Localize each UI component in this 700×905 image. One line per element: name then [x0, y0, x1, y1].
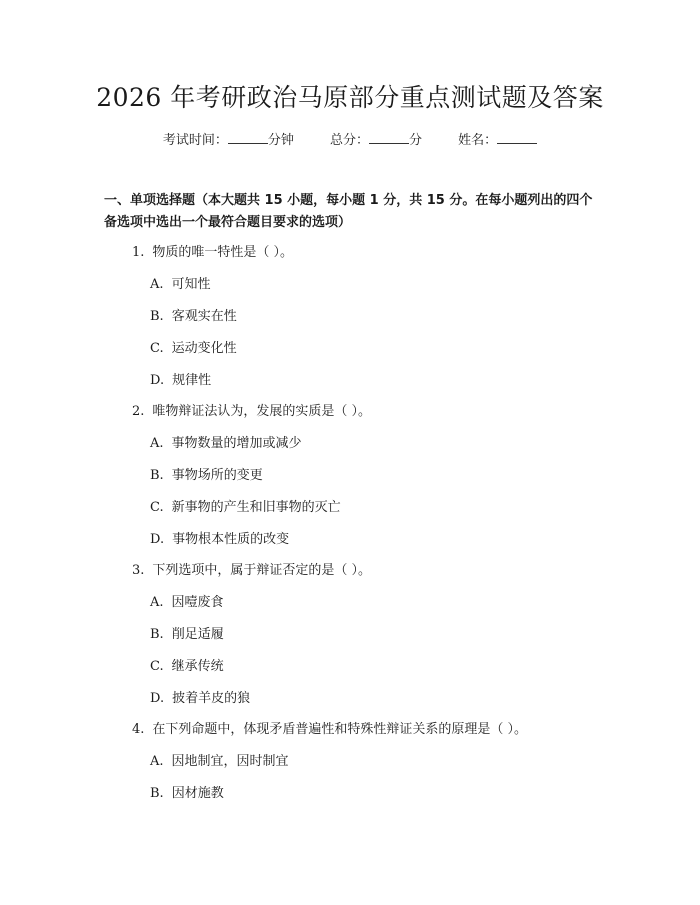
question-4-option-a — [150, 752, 289, 772]
option-letter: A. — [150, 436, 164, 451]
question-text: 物质的唯一特性是（ ）。 — [152, 245, 294, 260]
option-text: 继承传统 — [171, 659, 224, 674]
question-number: 2. — [132, 404, 145, 419]
option-letter: B. — [150, 309, 164, 324]
question-1 — [132, 243, 293, 263]
question-4 — [132, 720, 527, 740]
question-2-option-a — [150, 434, 302, 454]
question-3-option-a — [150, 593, 224, 613]
question-1-option-d — [150, 371, 211, 391]
option-text: 规律性 — [172, 373, 212, 388]
name-field — [458, 130, 537, 151]
time-blank — [228, 130, 268, 144]
question-2-option-c — [150, 498, 341, 518]
question-3-option-b — [150, 625, 224, 645]
page-title: 2026 年考研政治马原部分重点测试题及答案 — [96, 83, 604, 112]
score-field — [330, 130, 422, 151]
option-text: 客观实在性 — [171, 309, 237, 324]
question-text: 唯物辩证法认为，发展的实质是（ ）。 — [152, 404, 372, 419]
option-letter: C. — [150, 659, 164, 674]
option-text: 事物数量的增加或减少 — [171, 436, 302, 451]
question-1-option-c — [150, 339, 237, 359]
question-3 — [132, 561, 371, 581]
question-number: 3. — [132, 563, 145, 578]
question-text: 下列选项中，属于辩证否定的是（ ）。 — [152, 563, 372, 578]
option-letter: A. — [150, 277, 164, 292]
option-letter: D. — [150, 373, 165, 388]
option-text: 因噎废食 — [171, 595, 224, 610]
option-text: 因地制宜，因时制宜 — [171, 754, 289, 769]
option-text: 事物场所的变更 — [171, 468, 263, 483]
option-letter: C. — [150, 341, 164, 356]
time-field — [163, 130, 294, 151]
option-text: 事物根本性质的改变 — [172, 532, 290, 547]
option-letter: B. — [150, 468, 164, 483]
question-number: 4. — [132, 722, 145, 737]
question-text: 在下列命题中，体现矛盾普遍性和特殊性辩证关系的原理是（ ）。 — [152, 722, 528, 737]
time-unit: 分钟 — [267, 133, 294, 148]
question-number: 1. — [132, 245, 145, 260]
question-3-option-d — [150, 689, 250, 709]
option-text: 可知性 — [171, 277, 211, 292]
name-label: 姓名： — [458, 133, 498, 148]
option-text: 运动变化性 — [171, 341, 237, 356]
option-letter: B. — [150, 627, 164, 642]
option-letter: D. — [150, 532, 165, 547]
option-text: 披着羊皮的狼 — [172, 691, 251, 706]
option-letter: B. — [150, 786, 164, 801]
time-label: 考试时间： — [162, 133, 228, 148]
score-label: 总分： — [329, 133, 369, 148]
option-text: 因材施教 — [171, 786, 224, 801]
option-text: 新事物的产生和旧事物的灭亡 — [171, 500, 341, 515]
question-2-option-b — [150, 466, 263, 486]
score-unit: 分 — [409, 133, 423, 148]
option-letter: A. — [150, 595, 164, 610]
question-1-option-b — [150, 307, 237, 327]
exam-meta — [0, 130, 700, 151]
option-text: 削足适履 — [171, 627, 224, 642]
option-letter: D. — [150, 691, 165, 706]
score-blank — [369, 130, 409, 144]
question-1-option-a — [150, 275, 211, 295]
question-4-option-b — [150, 784, 224, 804]
question-3-option-c — [150, 657, 224, 677]
name-blank — [497, 130, 537, 144]
section-heading: 一、单项选择题（本大题共 15 小题，每小题 1 分，共 15 分。在每小题列出的四个备选项中选出一个最符合题目要求的选项） — [104, 193, 593, 230]
option-letter: C. — [150, 500, 164, 515]
option-letter: A. — [150, 754, 164, 769]
question-2-option-d — [150, 530, 289, 550]
question-2 — [132, 402, 371, 422]
